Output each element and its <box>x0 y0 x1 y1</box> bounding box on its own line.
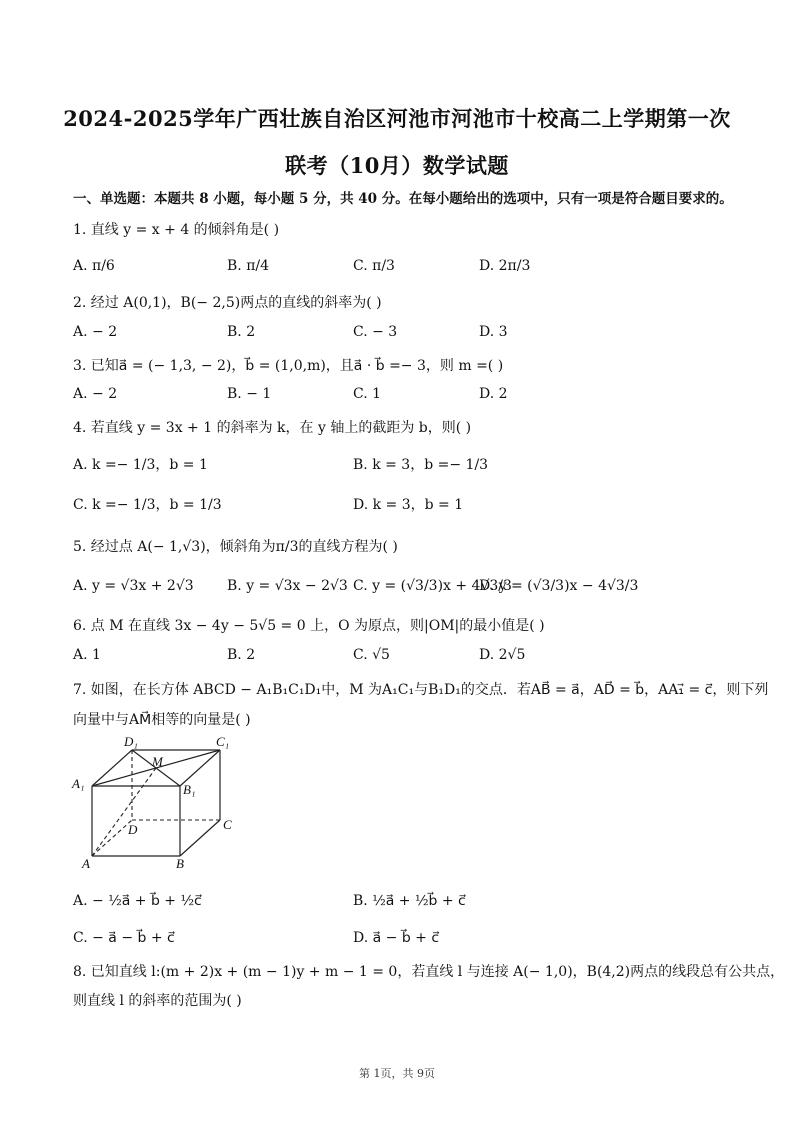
question-6-option-b: B. 2 <box>227 647 256 663</box>
question-2-option-b: B. 2 <box>227 324 256 340</box>
cuboid-figure <box>70 734 250 870</box>
question-5-stem: 5. 经过点 A(− 1,√3)，倾斜角为π/3的直线方程为( ) <box>73 539 398 555</box>
question-8-stem-continued: 则直线 l 的斜率的范围为( ) <box>73 993 242 1009</box>
question-5-option-c: C. y = (√3/3)x + 4√3/3 <box>353 578 512 594</box>
question-2-option-c: C. − 3 <box>353 324 398 340</box>
question-7-option-b: B. ½a⃗ + ½b⃗ + c⃗ <box>353 893 466 909</box>
question-4-option-a: A. k =− 1/3，b = 1 <box>73 457 208 473</box>
question-3-option-a: A. − 2 <box>73 386 118 402</box>
label-a: A <box>82 856 90 870</box>
question-1-option-c: C. π/3 <box>353 258 395 274</box>
question-6-option-c: C. √5 <box>353 647 390 663</box>
question-7-stem-continued: 向量中与AM⃗相等的向量是( ) <box>73 712 251 728</box>
page-title-line1: 2024-2025学年广西壮族自治区河池市河池市十校高二上学期第一次 <box>63 106 731 131</box>
label-b: B <box>176 856 184 870</box>
section-heading: 一、单选题：本题共 8 小题，每小题 5 分，共 40 分。在每小题给出的选项中，只有一项是符合题目要求的。 <box>73 191 733 207</box>
question-6-option-a: A. 1 <box>73 647 101 663</box>
question-8-stem: 8. 已知直线 l:(m + 2)x + (m − 1)y + m − 1 = 0，若直线 l 与连接 A(− 1,0)，B(4,2)两点的线段总有公共点， <box>73 964 785 980</box>
label-c1: C₁ <box>216 734 230 749</box>
label-d: D <box>128 822 138 837</box>
question-4-stem: 4. 若直线 y = 3x + 1 的斜率为 k，在 y 轴上的截距为 b，则( ) <box>73 420 472 436</box>
question-1-stem: 1. 直线 y = x + 4 的倾斜角是( ) <box>73 222 280 238</box>
question-5-option-d: D. y = (√3/3)x − 4√3/3 <box>479 578 639 594</box>
question-1-option-b: B. π/4 <box>227 258 270 274</box>
question-4-option-b: B. k = 3，b =− 1/3 <box>353 457 489 473</box>
question-1-option-a: A. π/6 <box>73 258 115 274</box>
label-d1: D₁ <box>124 734 138 749</box>
question-2-option-d: D. 3 <box>479 324 508 340</box>
question-7-option-a: A. − ½a⃗ + b⃗ + ½c⃗ <box>73 893 202 909</box>
question-5-option-a: A. y = √3x + 2√3 <box>73 578 194 594</box>
question-7-stem: 7. 如图，在长方体 ABCD − A₁B₁C₁D₁中，M 为A₁C₁与B₁D₁的交点．若AB⃗ = a⃗，AD⃗ = b⃗，AA₁⃗ = c⃗，则下列 <box>73 682 769 698</box>
question-3-option-b: B. − 1 <box>227 386 272 402</box>
label-b1: B₁ <box>183 782 196 797</box>
label-a1: A₁ <box>72 776 85 791</box>
question-7-option-c: C. − a⃗ − b⃗ + c⃗ <box>73 930 175 946</box>
question-1-option-d: D. 2π/3 <box>479 258 531 274</box>
question-2-stem: 2. 经过 A(0,1)，B(− 2,5)两点的直线的斜率为( ) <box>73 295 382 311</box>
page-footer: 第 1页，共 9页 <box>359 1067 435 1080</box>
question-6-stem: 6. 点 M 在直线 3x − 4y − 5√5 = 0 上，O 为原点，则|OM|的最小值是( ) <box>73 618 545 634</box>
page-title-line2: 联考（10月）数学试题 <box>285 153 509 178</box>
question-5-option-b: B. y = √3x − 2√3 <box>227 578 348 594</box>
question-6-option-d: D. 2√5 <box>479 647 526 663</box>
label-m: M <box>152 754 163 769</box>
question-2-option-a: A. − 2 <box>73 324 118 340</box>
question-3-stem: 3. 已知a⃗ = (− 1,3, − 2)，b⃗ = (1,0,m)，且a⃗ · b⃗ =− 3，则 m =( ) <box>73 358 504 374</box>
question-3-option-c: C. 1 <box>353 386 382 402</box>
question-7-option-d: D. a⃗ − b⃗ + c⃗ <box>353 930 440 946</box>
question-4-option-d: D. k = 3，b = 1 <box>353 497 464 513</box>
question-3-option-d: D. 2 <box>479 386 508 402</box>
question-4-option-c: C. k =− 1/3，b = 1/3 <box>73 497 222 513</box>
label-c: C <box>223 817 232 832</box>
